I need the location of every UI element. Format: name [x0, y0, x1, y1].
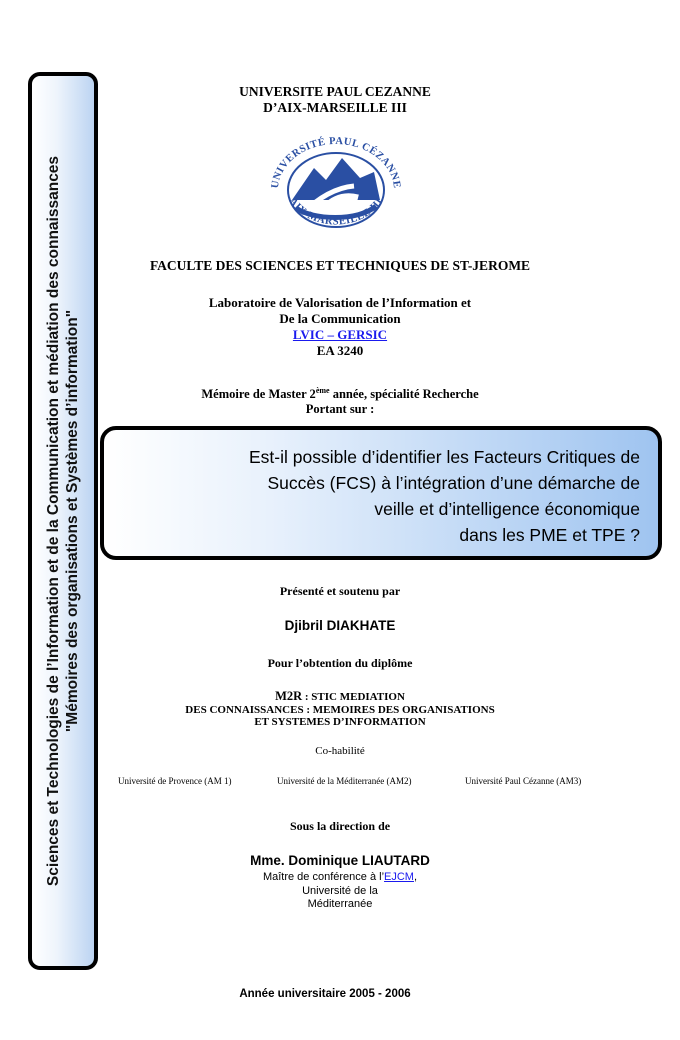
direction-label: Sous la direction de — [289, 819, 391, 833]
university-am3: Université Paul Cézanne (AM3) — [465, 776, 582, 786]
supervisor-role — [200, 871, 480, 885]
university-am1: Université de Provence (AM 1) — [118, 776, 232, 786]
title-line-1: Est-il possible d’identifier les Facteurs Critiques de — [249, 447, 640, 467]
lab-line-2: De la Communication — [279, 311, 401, 326]
diploma-line-1-rest: : STIC MEDIATION — [302, 691, 405, 703]
obtention-label: Pour l’obtention du diplôme — [267, 656, 413, 670]
title-line-4: dans les PME et TPE ? — [459, 525, 640, 545]
lab-acronym-link[interactable]: LVIC – GERSIC — [292, 327, 388, 342]
cohabilite-label: Co-habilité — [315, 745, 365, 757]
author-name: Djibril DIAKHATE — [284, 618, 396, 633]
memoire-line-2: Portant sur : — [305, 402, 375, 417]
thesis-title-box — [100, 426, 662, 560]
diploma-block — [120, 690, 560, 729]
title-line-2: Succès (FCS) à l’intégration d’une démarche de — [267, 473, 640, 493]
university-name: UNIVERSITE PAUL CEZANNE — [239, 84, 431, 99]
diploma-code: M2R — [275, 689, 303, 703]
supervisor-details — [200, 871, 480, 912]
lab-block — [160, 295, 520, 359]
supervisor-name: Mme. Dominique LIAUTARD — [250, 853, 430, 868]
supervisor-role-suffix: , — [413, 871, 418, 883]
sidebar-line-1: Sciences et Technologies de l’Information et de la Communication et médiation des connaissances — [45, 155, 62, 887]
sidebar-banner — [28, 72, 98, 970]
supervisor-line-2: Université de la — [302, 884, 378, 897]
lab-ea: EA 3240 — [316, 343, 364, 358]
memoire-line-1 — [140, 383, 540, 402]
sidebar-text — [44, 81, 82, 961]
diploma-line-2: DES CONNAISSANCES : MEMOIRES DES ORGANISATIONS — [185, 703, 495, 716]
title-line-3: veille et d’intelligence économique — [374, 499, 640, 519]
diploma-line-1 — [120, 690, 560, 704]
memoire-sup: ème — [315, 386, 330, 395]
university-am2: Université de la Méditerranée (AM2) — [277, 776, 412, 786]
lab-line-1: Laboratoire de Valorisation de l’Information et — [208, 295, 472, 310]
academic-year: Année universitaire 2005 - 2006 — [239, 988, 411, 1000]
presented-label: Présenté et soutenu par — [279, 584, 401, 598]
memoire-block — [140, 383, 540, 417]
memoire-prefix: Mémoire de Master 2 — [201, 387, 316, 402]
diploma-line-3: ET SYSTEMES D’INFORMATION — [254, 716, 426, 728]
sidebar-line-2: "Mémoires des organisations et Systèmes d’information" — [64, 309, 81, 733]
supervisor-role-prefix: Maître de conférence à l’ — [262, 871, 385, 883]
supervisor-line-3: Méditerranée — [307, 898, 373, 910]
logo-text-bottom: AIX-MARSEILLE III — [286, 196, 386, 228]
memoire-suffix: année, spécialité Recherche — [329, 387, 479, 402]
faculty-name: FACULTE DES SCIENCES ET TECHNIQUES DE ST-JEROME — [149, 258, 531, 273]
university-subname: D’AIX-MARSEILLE III — [263, 100, 407, 115]
logo-text-top: UNIVERSITÉ PAUL CÉZANNE — [269, 135, 403, 190]
thesis-title — [140, 444, 640, 548]
university-header — [130, 84, 540, 116]
ejcm-link[interactable]: EJCM — [384, 871, 414, 883]
university-logo-icon — [262, 128, 410, 240]
